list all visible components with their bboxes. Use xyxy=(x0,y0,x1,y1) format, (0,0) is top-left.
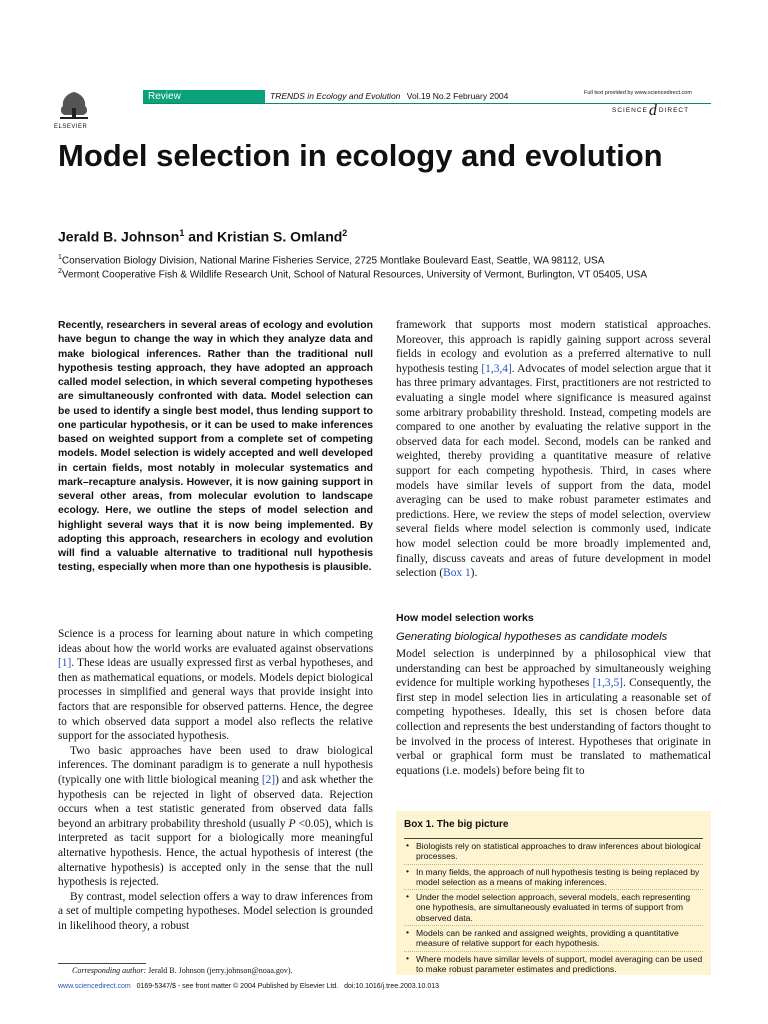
body-paragraph xyxy=(396,647,711,778)
citation-link[interactable]: [1,3,4] xyxy=(481,362,512,375)
author-list xyxy=(58,228,347,245)
sciencedirect-link[interactable]: www.sciencedirect.com xyxy=(58,983,131,990)
sd-logo-right: DIRECT xyxy=(658,107,690,114)
fulltext-note: Full text provided by www.sciencedirect.com xyxy=(584,90,692,96)
body-text: Model selection is underpinned by a philosophical view that understanding can best be approached by simultaneously weighing evidence for multiple working hypotheses xyxy=(396,648,711,690)
section-heading: How model selection works xyxy=(396,612,534,624)
affiliation xyxy=(58,254,604,266)
journal-name: TRENDS in Ecology and Evolution xyxy=(270,91,401,101)
journal-issue: Vol.19 No.2 February 2004 xyxy=(406,91,509,101)
body-text: . Consequently, the first step in model selection lies in articulating a reasonable set of competing hypotheses. Ideally, this set is chosen before data collection and represents the best understanding of factors thought to be involved in the process of interest. Hypotheses that originate in verbal or graphical form must be translated to mathematical equations (i.e. models) before being fit to xyxy=(396,677,711,777)
summary-box xyxy=(396,811,711,975)
body-paragraph xyxy=(58,627,373,744)
body-paragraph xyxy=(58,744,373,890)
affiliation-mark: 2 xyxy=(58,268,62,275)
body-text: ) and ask whether the hypothesis can be rejected in light of observed data. Rejection occurs when a test statistic generated from observed data falls beyond an arbitrary probability threshold (usually xyxy=(58,773,373,830)
body-paragraph xyxy=(396,318,711,581)
affiliation xyxy=(58,268,647,280)
sd-logo-at: d xyxy=(648,102,658,119)
article-title: Model selection in ecology and evolution xyxy=(58,138,663,173)
body-text: ). xyxy=(470,567,478,580)
author-name: Kristian S. Omland xyxy=(217,228,343,245)
footnote-label: Corresponding author: xyxy=(72,966,147,975)
body-column-right-continued xyxy=(396,647,711,778)
box-item: • In many fields, the approach of null hypothesis testing is being replaced by model selection as a means of making inferences. xyxy=(404,864,703,890)
body-text: framework that supports most modern statistical approaches. Moreover, this approach is rapidly gaining support across several fields in ecology and evolution as a preferred alternative to null hypothesis testing xyxy=(396,319,711,375)
affiliation-text: Vermont Cooperative Fish & Wildlife Research Unit, School of Natural Resources, University of Vermont, Burlington, VT 05405, USA xyxy=(61,269,647,281)
box-list xyxy=(404,838,703,976)
author-conjunction: and xyxy=(184,228,218,245)
box-item: • Models can be ranked and assigned weights, providing a quantitative measure of relative support for each hypothesis. xyxy=(404,925,703,951)
body-text: . These ideas are usually expressed first as verbal hypotheses, and then as mathematical equations, or models. Models depict biological processes in simplified and general ways that provide insight into factors that are responsible for observed patterns. Hence, the degree to which observed data support a model also reflects the relative support for the associated hypothesis. xyxy=(58,657,373,743)
body-text: <0.05), which is interpreted as tacit support for a biologically more meaningful alternative hypothesis. Hence, the actual hypothesis of interest (the alternative hypothesis) is accepted only in the sense that the null hypothesis is rejected. xyxy=(58,817,374,889)
footnote-text: Jerald B. Johnson (jerry.johnson@noaa.gov). xyxy=(146,966,293,975)
section-label: Review xyxy=(143,90,265,103)
footnote-rule xyxy=(58,963,146,964)
sciencedirect-logo xyxy=(612,102,689,120)
abstract: Recently, researchers in several areas of ecology and evolution have begun to change the way in which they analyze data and make biological inferences. Rather than the traditional null hypothesis testing approach, they have adopted an approach called model selection, in which several competing hypotheses are simultaneously confronted with data. Model selection can be used to identify a single best model, thus lending support to one particular hypothesis, or it can be used to make inferences based on weighted support from a complete set of competing models. Model selection is widely accepted and well developed in certain fields, most notably in molecular systematics and mark–recapture analysis. However, it is now gaining support in several other areas, from molecular evolution to landscape ecology. Here, we outline the steps of model selection and highlight several ways that it is now being implemented. By adopting this approach, researchers in ecology and evolution will find a valuable alternative to traditional null hypothesis testing, especially when more than one hypothesis is plausible. xyxy=(58,320,373,574)
box-title: Box 1. The big picture xyxy=(404,819,509,830)
page-footer xyxy=(58,983,439,990)
publisher-name: ELSEVIER xyxy=(54,124,88,130)
box-item: • Where models have similar levels of support, model averaging can be used to make robust parameter estimates and predictions. xyxy=(404,951,703,977)
affiliation-text: Conservation Biology Division, National Marine Fisheries Service, 2725 Montlake Boulevard East, Seattle, WA 98112, USA xyxy=(61,255,605,267)
body-column-right xyxy=(396,318,711,581)
p-value-symbol: P xyxy=(288,817,296,830)
subsection-heading: Generating biological hypotheses as candidate models xyxy=(396,631,668,643)
sd-logo-left: SCIENCE xyxy=(612,107,648,114)
journal-citation xyxy=(270,91,508,101)
body-text: . Advocates of model selection argue that it has three primary advantages. First, practitioners are not restricted to evaluating a single model where significance is measured against some arbitrary probability threshold. Instead, competing models are compared to one another by evaluating the relative support in the observed data for each model. Second, models can be ranked and weighted, thereby providing a quantitative measure of relative support for each competing hypothesis. Third, in cases where models have similar levels of support from the data, model averaging can be used to make robust parameter estimates and predictions. Here, we review the steps of model selection, overview several fields where model selection is commonly used, indicate how model selection could be more broadly implemented and, finally, discuss caveats and areas of future development in model selection ( xyxy=(396,362,712,580)
body-text: Two basic approaches have been used to draw biological inferences. The dominant paradigm is to generate a null hypothesis (typically one with little biological meaning xyxy=(58,744,373,786)
citation-link[interactable]: [1,3,5] xyxy=(592,677,623,690)
body-text: Science is a process for learning about nature in which competing ideas about how the world works are evaluated against observations xyxy=(58,628,373,655)
author-name: Jerald B. Johnson xyxy=(58,228,180,245)
body-column-left xyxy=(58,627,373,933)
body-paragraph: By contrast, model selection offers a way to draw inferences from a set of multiple competing hypotheses. Model selection is grounded in likelihood theory, a robust xyxy=(58,890,373,932)
corresponding-author-note xyxy=(72,966,293,975)
citation-link[interactable]: [2] xyxy=(261,773,276,786)
footer-text: 0169-5347/$ - see front matter © 2004 Published by Elsevier Ltd. doi:10.1016/j.tree.2003.10.013 xyxy=(130,983,440,990)
citation-link[interactable]: [1] xyxy=(58,657,72,670)
author-affil-mark: 1 xyxy=(179,228,185,238)
affiliation-mark: 1 xyxy=(58,254,62,261)
box-link[interactable]: Box 1 xyxy=(443,567,471,580)
box-item: • Biologists rely on statistical approaches to draw inferences about biological processes. xyxy=(404,838,703,864)
box-item: • Under the model selection approach, several models, each representing one hypothesis, are simultaneously evaluated in terms of support from observed data. xyxy=(404,889,703,925)
author-affil-mark: 2 xyxy=(342,228,348,238)
